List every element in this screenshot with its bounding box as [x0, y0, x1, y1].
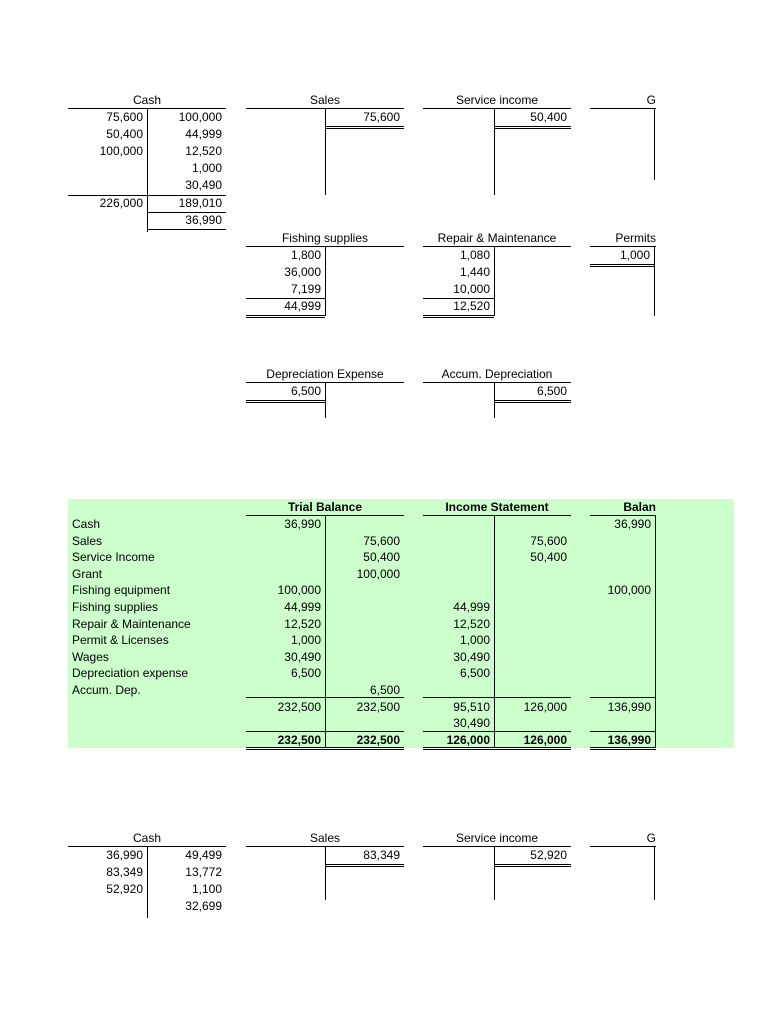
bs-debit-subtotal: 136,990: [607, 699, 651, 714]
label-permit-licenses: Permit & Licenses: [72, 633, 169, 648]
grant-t-account: [590, 93, 656, 183]
cash-t-account: [68, 93, 226, 233]
depreciation-expense-debit-column: [246, 383, 325, 400]
repair-maintenance-title: Repair & Maintenance: [437, 231, 557, 245]
permits-double-rule: [590, 264, 654, 267]
fishing-supplies-debit-1: 1,800: [290, 248, 321, 262]
cash2-debit-2: 83,349: [106, 865, 143, 879]
repair-maintenance-divider: [494, 246, 495, 316]
cash2-credit-1: 49,499: [185, 848, 222, 862]
is-credit-fishing-supplies: [495, 599, 567, 616]
income-statement-header: Income Statement: [445, 500, 549, 514]
service-income-double-rule-2: [494, 864, 571, 867]
tb-debit-service: [246, 549, 321, 566]
grant-account-title: G: [646, 93, 656, 107]
sales-account-title: Sales: [309, 93, 341, 107]
tb-credit-fishing-supplies: [326, 599, 400, 616]
permits-debit-column: [590, 247, 654, 264]
is-debit-subtotal: 95,510: [453, 699, 490, 714]
bs-total-debit: 136,990: [607, 733, 651, 747]
repair-maintenance-double-rule: [423, 315, 494, 318]
cash-account-title: Cash: [132, 93, 161, 107]
is-debit-grant: [423, 566, 490, 583]
grant-account-title-2: G: [646, 831, 656, 845]
repair-maintenance-debit-column: [423, 247, 494, 298]
cash2-debit-1: 36,990: [106, 848, 143, 862]
is-credit-subtotal: 126,000: [523, 699, 567, 714]
cash2-debit-3: 52,920: [106, 882, 143, 896]
bs-debit-cash: 36,990: [614, 517, 651, 531]
fishing-supplies-title: Fishing supplies: [281, 231, 369, 245]
permits-debit-1: 1,000: [619, 248, 650, 262]
tb-credit-sales: 75,600: [363, 533, 400, 548]
service2-credit-1: 52,920: [530, 848, 567, 862]
is-total-double-rule: [423, 747, 571, 750]
is-credit-depreciation: [495, 665, 567, 682]
label-sales: Sales: [72, 533, 103, 548]
tb-debit-wages: 30,490: [284, 649, 321, 664]
sales-t-account: [246, 93, 404, 196]
label-grant: Grant: [72, 566, 103, 581]
income-statement-debit-column: [423, 516, 490, 732]
service-income-credit-column: [495, 109, 571, 126]
bs-total-double-rule: [590, 747, 656, 750]
grant-t-account-2: [590, 831, 656, 901]
is-credit-cash: [495, 516, 567, 533]
is-debit-depreciation: 6,500: [459, 666, 490, 681]
cash-balance-underline: [147, 229, 226, 230]
fishing-supplies-debit-column: [246, 247, 325, 298]
permits-title: Permits: [615, 231, 656, 245]
fishing-supplies-double-rule: [246, 315, 325, 318]
tb-debit-fishing-supplies: 44,999: [284, 599, 321, 614]
label-fishing-supplies: Fishing supplies: [72, 600, 159, 614]
fishing-supplies-total: 44,999: [284, 299, 321, 313]
bs-debit-fishing-supplies: [590, 599, 651, 616]
bs-debit-wages: [590, 649, 651, 666]
cash-total-credit: 189,010: [178, 196, 222, 210]
sales-double-rule-2: [325, 864, 404, 867]
depreciation-expense-title: Depreciation Expense: [266, 367, 384, 381]
tb-debit-sales: [246, 533, 321, 550]
is-debit-fishing-equipment: [423, 582, 490, 599]
is-credit-repair: [495, 616, 567, 633]
cash-balance: 36,990: [185, 213, 222, 227]
tb-credit-permit: [326, 632, 400, 649]
is-total-debit: 126,000: [446, 733, 490, 747]
tb-debit-depreciation: 6,500: [290, 666, 321, 681]
is-credit-sales: 75,600: [530, 533, 567, 548]
is-subtotal-rule: [423, 697, 571, 698]
permits-t-account: [590, 231, 656, 317]
cash-total-debit: 226,000: [99, 196, 143, 210]
bs-subtotal-rule: [590, 697, 656, 698]
tb-credit-grant: 100,000: [356, 566, 400, 581]
label-service-income: Service Income: [72, 550, 155, 565]
is-debit-permit: 1,000: [459, 633, 490, 648]
bs-debit-grant: [590, 566, 651, 583]
is-credit-fishing-equipment: [495, 582, 567, 599]
tb-total-debit: 232,500: [277, 733, 321, 747]
accum-depreciation-t-account: [423, 367, 571, 419]
cash-credit-column: [148, 109, 226, 194]
tb-credit-fishing-equipment: [326, 582, 400, 599]
sales-t-account-2: [246, 831, 404, 901]
service-income-t-account-2: [423, 831, 571, 901]
income-statement-credit-column: [495, 516, 567, 715]
depreciation-expense-divider: [325, 382, 326, 418]
is-credit-grant: [495, 566, 567, 583]
service-income-credit-column-2: [495, 847, 571, 864]
fishing-supplies-debit-2: 36,000: [284, 265, 321, 279]
is-debit-cash: [423, 516, 490, 533]
sales-account-title-2: Sales: [309, 831, 341, 845]
is-credit-wages: [495, 649, 567, 666]
is-debit-wages: 30,490: [453, 649, 490, 664]
repair-maintenance-debit-1: 1,080: [459, 248, 490, 262]
tb-total-credit: 232,500: [356, 733, 400, 747]
bs-debit-depreciation: [590, 665, 651, 682]
service-income-credit-1: 50,400: [530, 110, 567, 124]
repair-maintenance-debit-3: 10,000: [453, 282, 490, 296]
cash-debit-2: 50,400: [106, 127, 143, 141]
depreciation-expense-double-rule: [246, 400, 325, 403]
sales-credit-column-2: [326, 847, 404, 864]
sales-credit-1: 75,600: [363, 110, 400, 124]
label-depreciation-expense: Depreciation expense: [72, 666, 189, 681]
cash-debit-column-2: [68, 847, 147, 898]
balance-sheet-header: Balan: [623, 500, 656, 514]
repair-maintenance-total: 12,520: [453, 299, 490, 313]
is-credit-permit: [495, 632, 567, 649]
bs-debit-sales: [590, 533, 651, 550]
depreciation-expense-t-account: [246, 367, 404, 419]
accum-depreciation-title: Accum. Depreciation: [441, 367, 553, 381]
is-debit-fishing-supplies: 44,999: [453, 599, 490, 614]
bs-debit-permit: [590, 632, 651, 649]
cash2-credit-4: 32,699: [185, 899, 222, 913]
service-income-t-account: [423, 93, 571, 196]
repair-maintenance-debit-2: 1,440: [459, 265, 490, 279]
tb-credit-repair: [326, 616, 400, 633]
cash-debit-column: [68, 109, 147, 160]
tb-credit-service: 50,400: [363, 550, 400, 565]
permits-divider: [654, 246, 655, 316]
fishing-supplies-divider: [325, 246, 326, 316]
is-total-credit: 126,000: [523, 733, 567, 747]
grant-top-rule: [590, 108, 656, 109]
label-accum-dep: Accum. Dep.: [72, 683, 141, 697]
cash-credit-1: 100,000: [178, 110, 222, 124]
grant-divider-2: [654, 846, 655, 900]
service-income-title-2: Service income: [455, 831, 539, 845]
is-debit-sales: [423, 533, 490, 550]
fishing-supplies-t-account: [246, 231, 404, 321]
service-income-double-rule: [494, 126, 571, 129]
is-debit-net-income: 30,490: [453, 716, 490, 731]
tb-credit-depreciation: [326, 665, 400, 682]
cash-credit-3: 12,520: [185, 144, 222, 158]
balance-sheet-divider: [655, 515, 656, 748]
grant-divider: [654, 108, 655, 180]
tb-debit-repair: 12,520: [284, 616, 321, 631]
tb-debit-subtotal: 232,500: [277, 699, 321, 714]
cash-credit-column-2: [148, 847, 226, 915]
tb-subtotal-rule: [246, 697, 404, 698]
trial-balance-credit-column: [326, 516, 400, 715]
cash2-credit-2: 13,772: [185, 865, 222, 879]
accum-depreciation-credit-column: [495, 383, 571, 400]
cash-credit-4: 1,000: [191, 161, 222, 175]
cash-credit-2: 44,999: [185, 127, 222, 141]
tb-credit-cash: [326, 516, 400, 533]
cash-debit-3: 100,000: [99, 144, 143, 158]
cash-credit-5: 30,490: [185, 178, 222, 192]
bs-debit-repair: [590, 616, 651, 633]
depreciation-expense-debit-1: 6,500: [290, 384, 321, 398]
sales2-credit-1: 83,349: [363, 848, 400, 862]
accum-depreciation-credit-1: 6,500: [536, 384, 567, 398]
sales-double-rule: [325, 126, 404, 129]
label-fishing-equipment: Fishing equipment: [72, 583, 171, 598]
cash-t-account-2: [68, 831, 226, 921]
is-credit-service: 50,400: [530, 550, 567, 565]
balance-sheet-debit-column: [590, 516, 651, 715]
grant-top-rule-2: [590, 846, 656, 847]
cash-account-title-2: Cash: [132, 831, 161, 845]
tb-debit-cash: 36,990: [284, 517, 321, 531]
label-wages: Wages: [72, 649, 109, 664]
tb-credit-subtotal: 232,500: [356, 699, 400, 714]
bs-debit-service: [590, 549, 651, 566]
tb-debit-grant: [246, 566, 321, 583]
fishing-supplies-debit-3: 7,199: [290, 282, 321, 296]
bs-debit-fishing-equipment: 100,000: [607, 583, 651, 598]
tb-debit-permit: 1,000: [290, 633, 321, 648]
tb-debit-fishing-equipment: 100,000: [277, 583, 321, 598]
repair-maintenance-t-account: [423, 231, 571, 321]
is-debit-service: [423, 549, 490, 566]
tb-total-double-rule: [246, 747, 404, 750]
label-cash: Cash: [72, 517, 101, 531]
is-debit-repair: 12,520: [453, 616, 490, 631]
label-repair-maintenance: Repair & Maintenance: [72, 616, 191, 631]
trial-balance-debit-column: [246, 516, 321, 715]
cash2-credit-3: 1,100: [191, 882, 222, 896]
tb-credit-wages: [326, 649, 400, 666]
service-income-title: Service income: [455, 93, 539, 107]
accum-depreciation-double-rule: [494, 400, 571, 403]
trial-balance-header: Trial Balance: [287, 500, 363, 514]
tb-credit-accum: 6,500: [369, 682, 400, 697]
cash-debit-1: 75,600: [106, 110, 143, 124]
sales-credit-column: [326, 109, 404, 126]
